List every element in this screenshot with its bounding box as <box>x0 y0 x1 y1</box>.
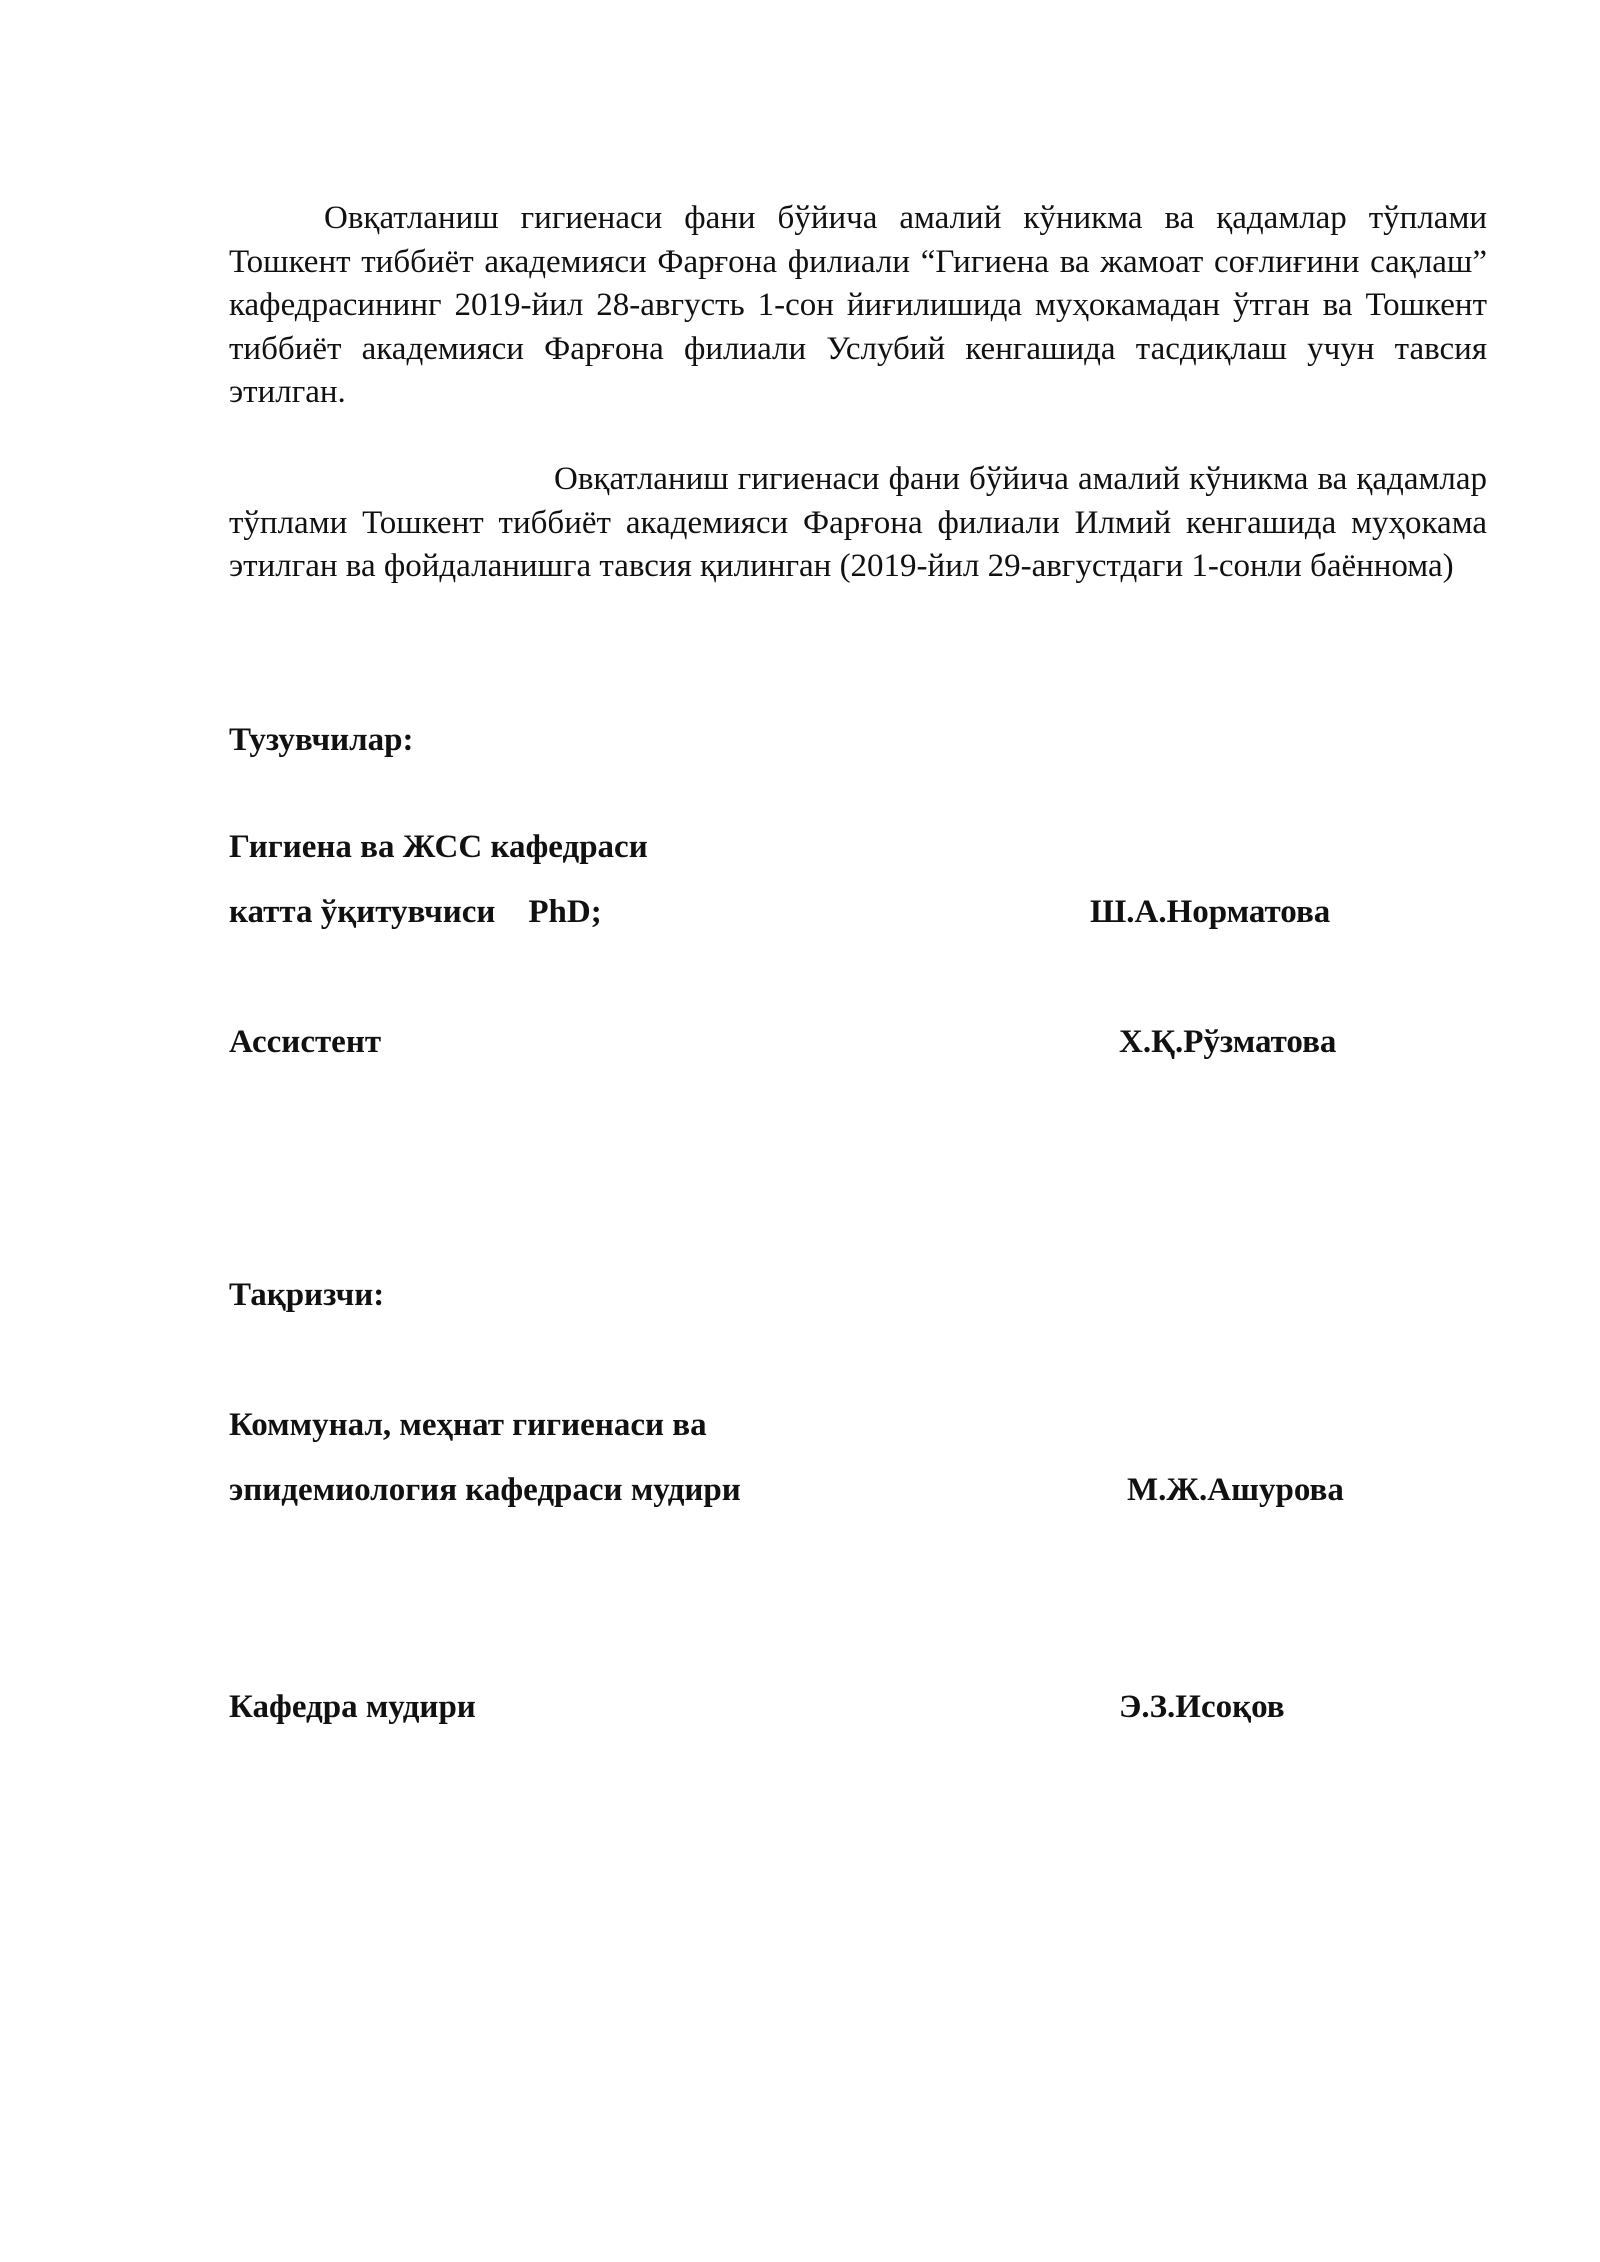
reviewer-department: Коммунал, меҳнат гигиенаси ва <box>229 1407 707 1443</box>
authors-heading: Тузувчилар: <box>229 722 414 758</box>
author2-position: Ассистент <box>229 1024 382 1060</box>
approval-paragraph-scientific-council: Овқатланиш гигиенаси фани бўйича амалий кўникма ва қадамлар тўплами Тошкент тиббиёт академияси Фарғона филиали Илмий кенгашида муҳокама этилган ва фойдаланишга тавсия қилинган (2019-йил 29-августдаги 1-сонли баённома) <box>229 461 1487 584</box>
approval-paragraph-methodical-council: Овқатланиш гигиенаси фани бўйича амалий кўникма ва қадамлар тўплами Тошкент тиббиёт академияси Фарғона филиали “Гигиена ва жамоат соғлиғини сақлаш” кафедрасининг 2019-йил 28-августь 1-сон йиғилишида муҳокамадан ўтган ва Тошкент тиббиёт академияси Фарғона филиали Услубий кенгашида тасдиқлаш учун тавсия этилган. <box>229 200 1487 410</box>
head-position: Кафедра мудири <box>229 1689 476 1725</box>
author2-name: Х.Қ.Рўзматова <box>1119 1024 1337 1060</box>
head-name: Э.З.Исоқов <box>1119 1689 1285 1725</box>
reviewer-position: эпидемиология кафедраси мудири <box>229 1472 741 1508</box>
author1-name: Ш.А.Норматова <box>1090 894 1331 930</box>
author1-position: катта ўқитувчиси PhD; <box>229 894 602 930</box>
reviewer-name: М.Ж.Ашурова <box>1127 1472 1344 1508</box>
author1-department: Гигиена ва ЖСС кафедраси <box>229 829 648 865</box>
reviewer-heading: Тақризчи: <box>229 1277 385 1313</box>
